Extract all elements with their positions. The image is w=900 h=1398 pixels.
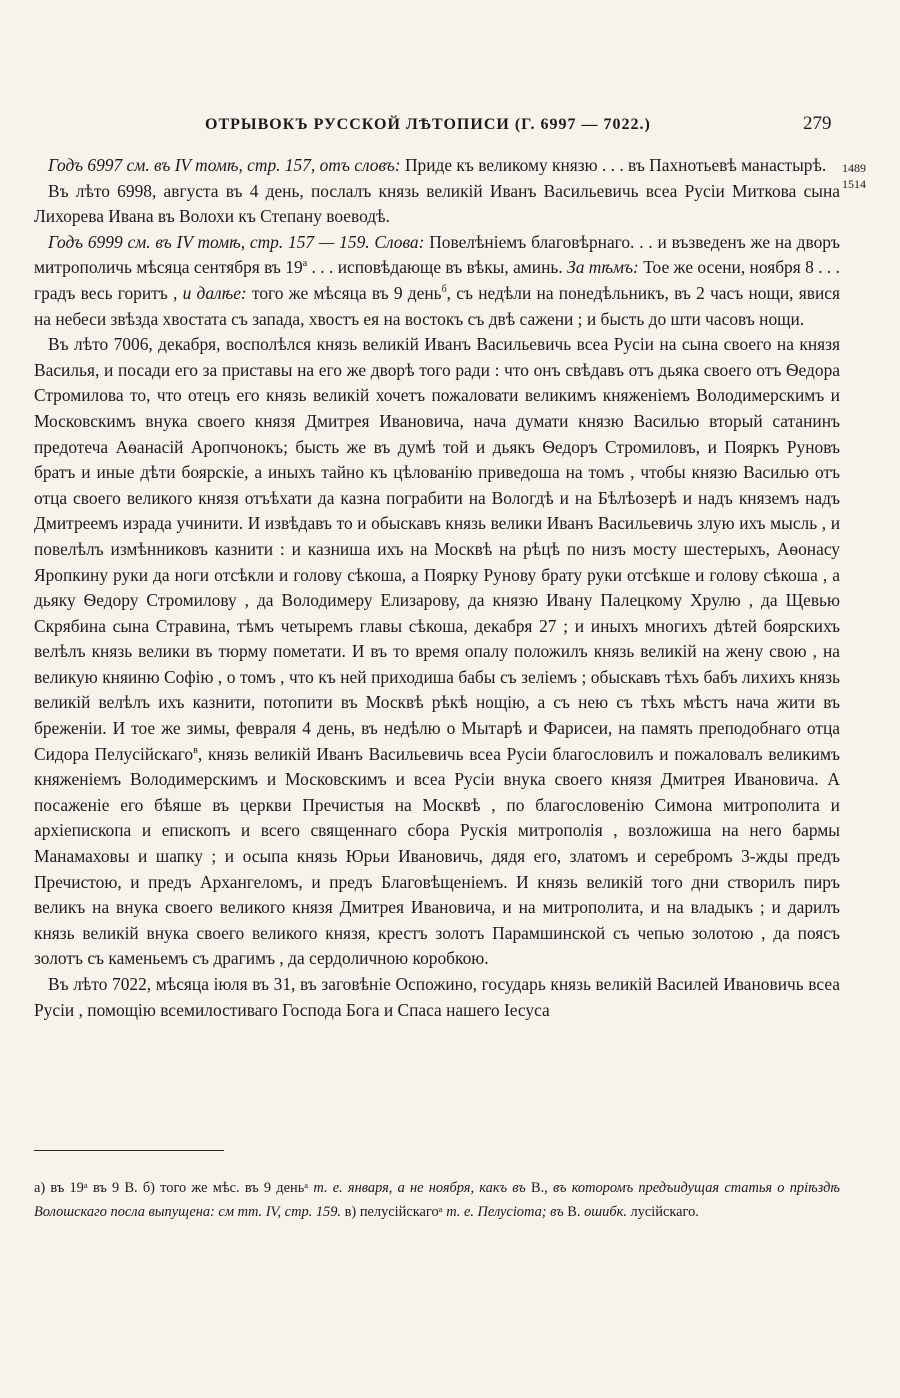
- margin-year-end: 1514: [842, 177, 866, 191]
- paragraph-p2: [34, 179, 840, 230]
- text-run: лусійскаго.: [626, 1204, 699, 1220]
- text-run: а) въ 19ᵃ въ 9 В. б) того же мѣс. въ 9 деньᵃ: [34, 1180, 314, 1196]
- text-run: , съ недѣли на понедѣльникъ, въ 2 часъ нощи, явися на небеси звѣзда хвостата съ запада, хвостъ ея на востокъ съ двѣ сажени ; и бысть до шти часовъ нощи.: [34, 282, 840, 329]
- text-run: , князь великій Иванъ Васильевичь всеа Русіи благословилъ и пожаловалъ великимъ княженіемъ Володимерскимъ и Московскимъ и всеа Русіи внука своего князя Дмитрея Ивановича. А посаженіе его бѣяше въ церкви Пречистыя на Москвѣ , по благословенію Симона митрополита и архіепископа и епископъ и всего священнаго сбора Рускія митрополія , возложиша на него бармы Манамаховы и шапку ; и осыпа князь Юрьи Ивановичь, дядя его, златомъ и серебромъ 3-жды предъ Пречистою, и предъ Архангеломъ, и предъ Благовѣщеніемъ. И князь великій того дни створилъ пиръ великъ на внука своего великого князя Дмитрея Ивановича, и на митрополита, и на владыкъ ; и дарилъ князь великій внука своего великого князя, крестъ золотъ Парамшинской съ чепью золотою , да поясъ золотъ съ каменьемъ съ драгимъ , да сердоличною коробкою.: [34, 743, 840, 969]
- text-run: Тое же осени, ноября 8 . . . градъ весь горитъ ,: [34, 257, 840, 303]
- text-run: . . . исповѣдающе въ вѣкы, аминь.: [307, 257, 568, 278]
- text-run: В.: [563, 1204, 585, 1220]
- footnote-text: [34, 1176, 840, 1224]
- main-text: [34, 153, 840, 1023]
- text-run: Въ лѣто 6998, августа въ 4 день, послалъ князь великій Иванъ Васильевичь всеа Русіи Миткова сына Лихорева Ивана въ Волохи къ Степану воеводѣ.: [34, 180, 840, 227]
- italic-text: Годъ 6999 см. въ IV томѣ, стр. 157 — 159. Слова:: [48, 231, 425, 252]
- paragraph-p3: [34, 230, 840, 332]
- text-run: Въ лѣто 7022, мѣсяца іюля въ 31, въ заговѣніе Оспожино, государь князь великій Василей Ивановичь всеа Русіи , помощію всемилостиваго Господа Бога и Спаса нашего Іесуса: [34, 974, 840, 1020]
- text-run: в) пелусійскагоᵃ: [341, 1204, 447, 1220]
- text-run: В.,: [525, 1180, 553, 1196]
- running-title: ОТРЫВОКЪ РУССКОЙ ЛѢТОПИСИ (Г. 6997 — 7022.): [205, 116, 651, 133]
- italic-text: въ которомъ предъидущая статья о пріѣздѣ Волошскаго посла выпущена: см тт. IV, стр. 159.: [34, 1180, 840, 1220]
- text-run: Повелѣніемъ благовѣрнаго. . . и възведенъ же на дворъ митрополичь мѣсяца сентября въ 19: [34, 231, 840, 278]
- italic-text: ошибк.: [584, 1204, 627, 1220]
- margin-year-start: 1489: [842, 161, 866, 175]
- footnote-marker: б: [441, 284, 447, 296]
- italic-text: т. е. Пелусіота; въ: [446, 1204, 564, 1220]
- italic-text: За тѣмъ:: [567, 257, 639, 278]
- paragraph-p5: [34, 972, 840, 1023]
- text-run: Приде къ великому князю . . . въ Пахнотьевѣ манастырѣ.: [400, 155, 827, 175]
- text-run: того же мѣсяца въ 9 день: [246, 282, 442, 303]
- margin-years: [842, 160, 882, 192]
- italic-text: Годъ 6997 см. въ IV томѣ, стр. 157, отъ словъ:: [48, 155, 401, 175]
- footnote-marker: в: [193, 744, 198, 756]
- page-number: 279: [803, 113, 832, 134]
- italic-text: т. е. января, а не ноября, какъ въ: [313, 1180, 526, 1196]
- italic-text: и далѣе:: [182, 282, 247, 303]
- footnote-rule: [34, 1150, 224, 1151]
- paragraph-p4: [34, 332, 840, 972]
- footnotes: [34, 1176, 840, 1224]
- text-run: Въ лѣто 7006, декабря, восполѣлся князь великій Иванъ Васильевичь всеа Русіи на сына своего на князя Василья, и посади его за приставы на его же дворѣ того ради : что онъ свѣдавъ отъ дьяка своего отъ Ѳедора Стромилова то, что отецъ его князь великій хочетъ пожаловати великимъ княженіемъ Володимерскимъ и Московскимъ внука своего князя Дмитрея Ивановича, нача думати князю Василью вторый сатанинъ предотеча Аѳанасій Аропчонокъ; бысть же въ думѣ той и дьякъ Ѳедоръ Стромиловъ, и Пояркъ Руновъ братъ и иные дѣти боярскіе, а иныхъ тайно къ цѣлованію приведоша на томъ , чтобы князю Василью отъ отца своего великого князя отъѣхати да казна пограбити на Вологдѣ и на Бѣлѣозерѣ и надъ княземъ надъ Дмитреемъ израда учинити. И извѣдавъ то и обыскавъ князь велики Иванъ Васильевичь злую ихъ мысль , и повелѣлъ измѣнниковъ казнити : и казниша ихъ на Москвѣ на рѣцѣ по низъ мосту шестерыхъ, Аѳонасу Яропкину руки да ноги отсѣкли и голову сѣкоша, а Поярку Рунову брату руки отсѣкше и голову сѣкоша , а дьяку Ѳедору Стромилову , да Володимеру Елизарову, да князю Ивану Палецкому Хрулю , да Щевью Скрябина сына Стравина, тѣмъ четыремъ главы сѣкоша, декабря 27 ; и иныхъ многихъ дѣтей боярскихъ велѣлъ князь велики въ тюрму пометати. И въ то время опалу положилъ князь великій на жену свою , на великую княиню Софію , о томъ , что къ ней приходиша бабы съ зеліемъ ; обыскавъ тѣхъ бабъ лихихъ князь великій велѣлъ ихъ казнити, потопити въ Москвѣ рѣкѣ нощію, а съ нею съ тѣхъ мѣстъ нача жити въ бреженіи. И тое же зимы, февраля 4 день, въ недѣлю о Мытарѣ и Фарисеи, на память преподобнаго отца Сидора Пелусійскаго: [34, 334, 840, 764]
- paragraph-p1: [34, 153, 840, 179]
- footnote-marker: а: [302, 258, 308, 270]
- running-head: [0, 113, 900, 142]
